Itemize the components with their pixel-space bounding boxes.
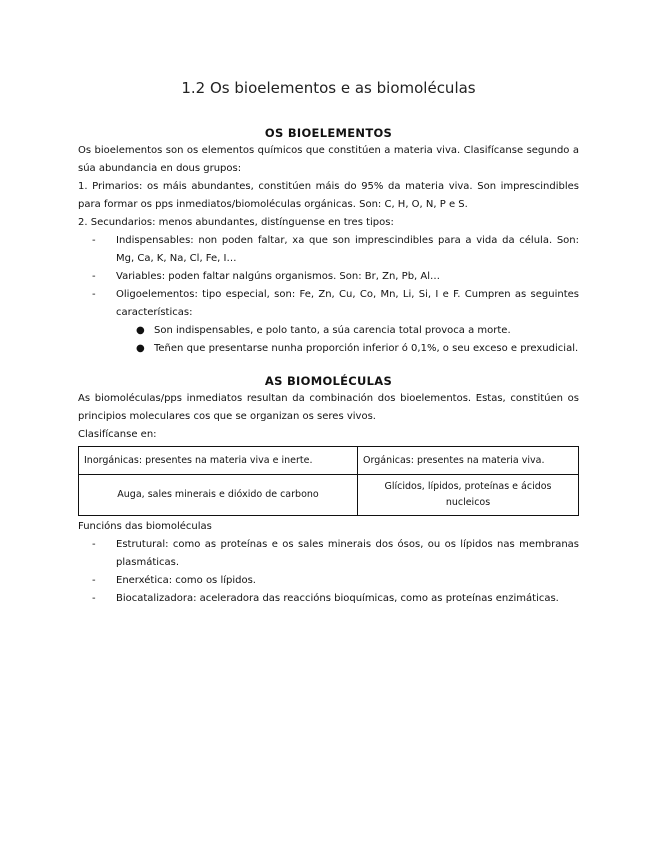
list-item: - Biocatalizadora: aceleradora das reaccións bioquímicas, como as proteínas enzimáticas. bbox=[78, 590, 579, 608]
dash-marker: - bbox=[92, 593, 96, 604]
list-item: ● Teñen que presentarse nunha proporción inferior ó 0,1%, o seu exceso e prexudicial. bbox=[78, 340, 579, 358]
list-item: - Enerxética: como os lípidos. bbox=[78, 572, 579, 590]
dash-marker: - bbox=[92, 289, 96, 300]
page-title: 1.2 Os bioelementos e as biomoléculas bbox=[181, 79, 476, 97]
section-biomoleculas bbox=[78, 372, 579, 444]
bioelementos-intro: Os bioelementos son os elementos químicos que constitúen a materia viva. Clasifícanse segundo a súa abundancia en dous grupos: bbox=[78, 145, 579, 174]
list-item: ● Son indispensables, e polo tanto, a súa carencia total provoca a morte. bbox=[78, 322, 579, 340]
tipos-list bbox=[78, 232, 579, 322]
list-item: - Estrutural: como as proteínas e os sales minerais dos ósos, ou os lípidos nas membranas plasmáticas. bbox=[78, 536, 579, 572]
dash-marker: - bbox=[92, 575, 96, 586]
heading-biomoleculas: AS BIOMOLÉCULAS bbox=[264, 374, 393, 388]
biomoleculas-table bbox=[78, 446, 579, 516]
dash-marker: - bbox=[92, 235, 96, 246]
heading-bioelementos: OS BIOELEMENTOS bbox=[264, 126, 393, 140]
list-item: - Indispensables: non poden faltar, xa que son imprescindibles para a vida da célula. Son: Mg, Ca, K, Na, Cl, Fe, I… bbox=[78, 232, 579, 268]
dash-marker: - bbox=[92, 539, 96, 550]
section-bioelementos bbox=[78, 124, 579, 358]
bioelementos-secundarios: 2. Secundarios: menos abundantes, distínguense en tres tipos: bbox=[78, 217, 394, 228]
list-item: - Variables: poden faltar nalgúns organismos. Son: Br, Zn, Pb, Al… bbox=[78, 268, 579, 286]
bullet-icon: ● bbox=[136, 325, 145, 336]
section-funcions bbox=[78, 518, 579, 608]
table-header-inorganicas: Inorgánicas: presentes na materia viva e inerte. bbox=[79, 447, 358, 475]
biomoleculas-intro: As biomoléculas/pps inmediatos resultan da combinación dos bioelementos. Estas, constitúen os principios moleculares cos que se organizan os seres vivos. bbox=[78, 393, 579, 422]
table-cell-inorganicas: Auga, sales minerais e dióxido de carbono bbox=[79, 475, 358, 516]
funcions-heading: Funcións das biomoléculas bbox=[78, 521, 212, 532]
table-row bbox=[79, 475, 579, 516]
table-header-organicas: Orgánicas: presentes na materia viva. bbox=[358, 447, 579, 475]
funcions-list bbox=[78, 536, 579, 608]
bullet-icon: ● bbox=[136, 343, 145, 354]
table-header-row bbox=[79, 447, 579, 475]
caracteristicas-list bbox=[78, 322, 579, 358]
list-item: - Oligoelementos: tipo especial, son: Fe, Zn, Cu, Co, Mn, Li, Si, I e F. Cumpren as seguintes características: bbox=[78, 286, 579, 322]
bioelementos-primarios: 1. Primarios: os máis abundantes, constitúen máis do 95% da materia viva. Son imprescindibles para formar os pps inmediatos/biomoléculas orgánicas. Son: C, H, O, N, P e S. bbox=[78, 181, 579, 210]
biomoleculas-clasificacion: Clasifícanse en: bbox=[78, 429, 157, 440]
dash-marker: - bbox=[92, 271, 96, 282]
table-cell-organicas: Glícidos, lípidos, proteínas e ácidos nucleicos bbox=[358, 475, 579, 516]
